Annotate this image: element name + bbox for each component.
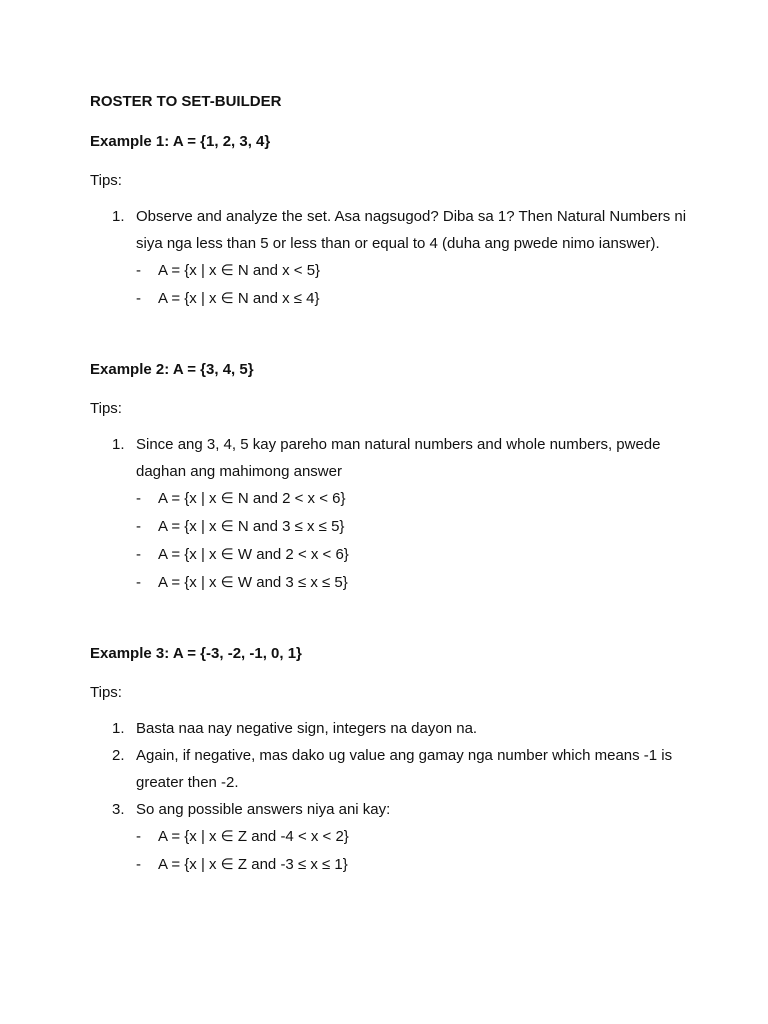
page-title: ROSTER TO SET-BUILDER <box>90 93 282 110</box>
answer-text: A = {x | x ∈ N and x ≤ 4} <box>158 290 320 307</box>
tips-label: Tips: <box>90 400 122 417</box>
example-title: Example 2: A = {3, 4, 5} <box>90 361 254 378</box>
tips-label: Tips: <box>90 172 122 189</box>
list-item <box>90 742 690 796</box>
list-item <box>90 431 690 597</box>
answer-list <box>136 485 690 597</box>
list-item-text: Observe and analyze the set. Asa nagsugod? Diba sa 1? Then Natural Numbers ni siya nga less than 5 or less than or equal to 4 (duha ang pwede nimo ianswer). <box>136 208 687 252</box>
answer-item: - A = {x | x ∈ Z and -3 ≤ x ≤ 1} <box>136 856 348 873</box>
answer-text: A = {x | x ∈ W and 3 ≤ x ≤ 5} <box>158 574 348 591</box>
list-item-text: Again, if negative, mas dako ug value ang gamay nga number which means -1 is greater then -2. <box>136 747 673 791</box>
tips-label: Tips: <box>90 684 122 701</box>
list-item <box>90 715 690 742</box>
example-title: Example 3: A = {-3, -2, -1, 0, 1} <box>90 645 302 662</box>
answer-item: - A = {x | x ∈ N and x ≤ 4} <box>136 290 320 307</box>
example-title: Example 1: A = {1, 2, 3, 4} <box>90 133 271 150</box>
list-item-text: Basta naa nay negative sign, integers na dayon na. <box>136 720 478 737</box>
example-2-section <box>90 360 690 597</box>
list-number: 3. <box>112 801 125 818</box>
list-item <box>90 796 690 879</box>
tips-list <box>90 203 690 313</box>
list-number: 1. <box>112 208 125 225</box>
answer-list <box>136 257 690 313</box>
answer-text: A = {x | x ∈ Z and -4 < x < 2} <box>158 828 349 845</box>
answer-item: - A = {x | x ∈ N and 3 ≤ x ≤ 5} <box>136 518 345 535</box>
tips-list <box>90 431 690 597</box>
answer-list <box>136 823 690 879</box>
answer-item: - A = {x | x ∈ N and x < 5} <box>136 262 321 279</box>
answer-text: A = {x | x ∈ N and 3 ≤ x ≤ 5} <box>158 518 345 535</box>
example-1-section <box>90 132 690 313</box>
example-3-section <box>90 644 690 879</box>
list-item <box>90 203 690 313</box>
list-item-text: So ang possible answers niya ani kay: <box>136 801 391 818</box>
answer-item: - A = {x | x ∈ N and 2 < x < 6} <box>136 490 346 507</box>
list-item-text: Since ang 3, 4, 5 kay pareho man natural numbers and whole numbers, pwede daghan ang mahimong answer <box>136 436 661 480</box>
answer-item: - A = {x | x ∈ Z and -4 < x < 2} <box>136 828 349 845</box>
answer-text: A = {x | x ∈ N and x < 5} <box>158 262 321 279</box>
answer-text: A = {x | x ∈ W and 2 < x < 6} <box>158 546 349 563</box>
answer-item: - A = {x | x ∈ W and 2 < x < 6} <box>136 546 349 563</box>
list-number: 2. <box>112 747 125 764</box>
list-number: 1. <box>112 720 125 737</box>
tips-list <box>90 715 690 879</box>
answer-text: A = {x | x ∈ Z and -3 ≤ x ≤ 1} <box>158 856 348 873</box>
list-number: 1. <box>112 436 125 453</box>
answer-text: A = {x | x ∈ N and 2 < x < 6} <box>158 490 346 507</box>
answer-item: - A = {x | x ∈ W and 3 ≤ x ≤ 5} <box>136 574 348 591</box>
